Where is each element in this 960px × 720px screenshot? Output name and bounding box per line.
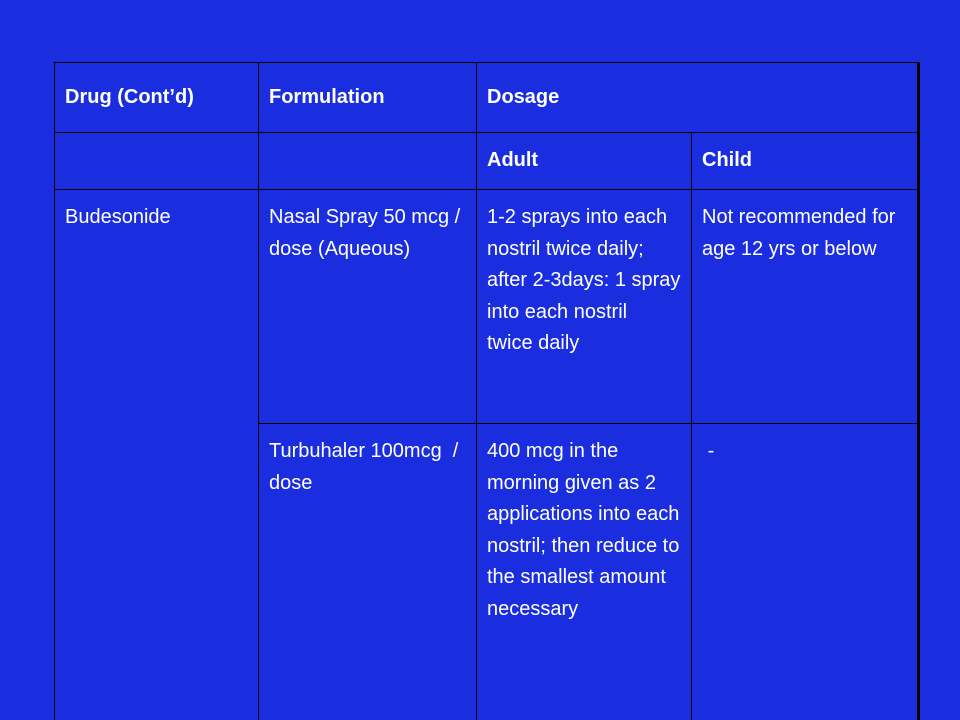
header-adult: Adult [477, 133, 692, 190]
adult-dosage-cell: 400 mcg in the morning given as 2 applications into each nostril; then reduce to the smallest amount necessary [477, 424, 692, 720]
formulation-cell: Turbuhaler 100mcg / dose [259, 424, 477, 720]
header-drug: Drug (Cont’d) [55, 63, 259, 133]
drug-name-cell: Budesonide [55, 190, 259, 720]
dosage-table [54, 62, 920, 720]
table-header-row [55, 63, 919, 133]
subheader-empty-drug [55, 133, 259, 190]
formulation-cell: Nasal Spray 50 mcg / dose (Aqueous) [259, 190, 477, 424]
adult-dosage-cell: 1-2 sprays into each nostril twice daily; after 2-3days: 1 spray into each nostril twice daily [477, 190, 692, 424]
header-formulation: Formulation [259, 63, 477, 133]
subheader-empty-formulation [259, 133, 477, 190]
header-child: Child [692, 133, 919, 190]
header-dosage: Dosage [477, 63, 919, 133]
child-dosage-cell: Not recommended for age 12 yrs or below [692, 190, 919, 424]
table-subheader-row [55, 133, 919, 190]
table-row [55, 190, 919, 424]
child-dosage-cell: - [692, 424, 919, 720]
